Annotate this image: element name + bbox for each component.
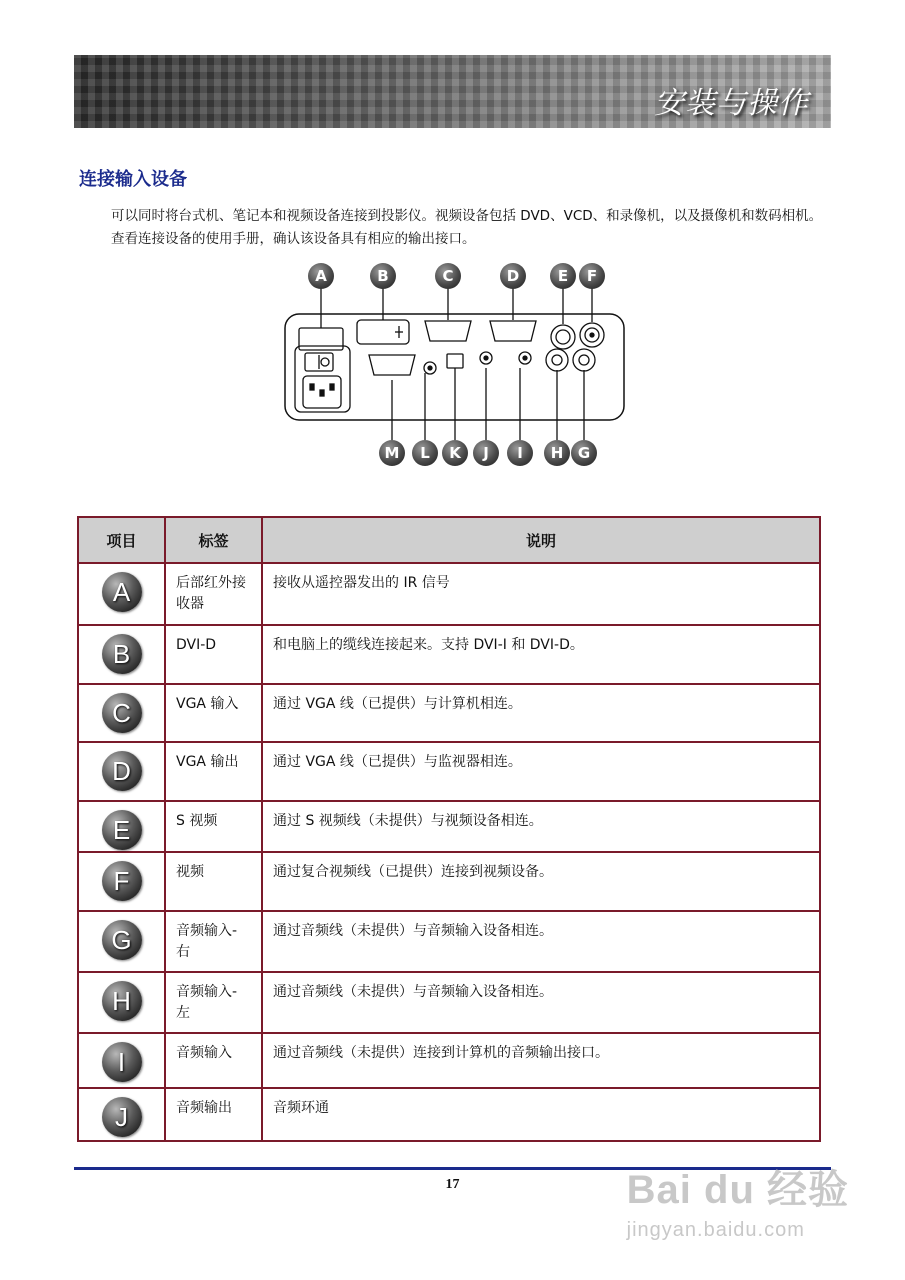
item-badge: B	[102, 634, 142, 674]
description-cell: 通过音频线（未提供）连接到计算机的音频输出接口。	[262, 1033, 820, 1088]
diagram-label-a: A	[308, 263, 334, 289]
diagram-label-l: L	[412, 440, 438, 466]
item-badge: J	[102, 1097, 142, 1137]
description-cell: 和电脑上的缆线连接起来。支持 DVI-I 和 DVI-D。	[262, 625, 820, 684]
label-cell: 视频	[165, 852, 262, 911]
intro-paragraph: 可以同时将台式机、笔记本和视频设备连接到投影仪。视频设备包括 DVD、VCD、和录像机，以及摄像机和数码相机。查看连接设备的使用手册，确认该设备具有相应的输出接口。	[111, 208, 823, 247]
description-cell: 通过 VGA 线（已提供）与监视器相连。	[262, 742, 820, 801]
chapter-header-banner	[74, 55, 831, 128]
table-row	[78, 852, 820, 911]
item-cell	[78, 625, 165, 684]
description-cell: 通过音频线（未提供）与音频输入设备相连。	[262, 911, 820, 972]
section-title: 连接输入设备	[79, 169, 187, 190]
diagram-label-m: M	[379, 440, 405, 466]
item-badge: A	[102, 572, 142, 612]
description-cell: 通过 S 视频线（未提供）与视频设备相连。	[262, 801, 820, 852]
diagram-label-b: B	[370, 263, 396, 289]
diagram-label-d: D	[500, 263, 526, 289]
table-row	[78, 563, 820, 625]
label-cell: DVI-D	[165, 625, 262, 684]
diagram-label-k: K	[442, 440, 468, 466]
table-row	[78, 1033, 820, 1088]
description-cell: 接收从遥控器发出的 IR 信号	[262, 563, 820, 625]
label-cell: 音频输出	[165, 1088, 262, 1141]
diagram-label-h: H	[544, 440, 570, 466]
item-badge: C	[102, 693, 142, 733]
description-cell: 通过音频线（未提供）与音频输入设备相连。	[262, 972, 820, 1033]
description-cell: 通过复合视频线（已提供）连接到视频设备。	[262, 852, 820, 911]
item-cell	[78, 563, 165, 625]
table-row	[78, 684, 820, 742]
item-cell	[78, 742, 165, 801]
table-row	[78, 1088, 820, 1141]
table-row	[78, 801, 820, 852]
diagram-label-c: C	[435, 263, 461, 289]
connector-panel-diagram	[279, 258, 629, 473]
diagram-label-j: J	[473, 440, 499, 466]
item-cell	[78, 852, 165, 911]
item-badge: I	[102, 1042, 142, 1082]
watermark-url: jingyan.baidu.com	[626, 1219, 805, 1241]
page-number: 17	[445, 1177, 460, 1192]
item-cell	[78, 801, 165, 852]
label-cell: 音频输入	[165, 1033, 262, 1088]
table-row	[78, 742, 820, 801]
table-row	[78, 972, 820, 1033]
label-cell: VGA 输入	[165, 684, 262, 742]
diagram-label-i: I	[507, 440, 533, 466]
item-cell	[78, 972, 165, 1033]
item-badge: F	[102, 861, 142, 901]
item-badge: E	[102, 810, 142, 850]
description-cell: 通过 VGA 线（已提供）与计算机相连。	[262, 684, 820, 742]
col-header-item: 项目	[78, 517, 165, 563]
item-cell	[78, 1033, 165, 1088]
connector-spec-table	[77, 516, 821, 1142]
label-cell: 音频输入-右	[165, 911, 262, 972]
diagram-label-g: G	[571, 440, 597, 466]
item-badge: G	[102, 920, 142, 960]
chapter-title: 安装与操作	[654, 86, 809, 121]
watermark-brand: Bai du 经验	[626, 1168, 849, 1212]
item-badge: D	[102, 751, 142, 791]
diagram-label-e: E	[550, 263, 576, 289]
baidu-watermark	[627, 1158, 849, 1242]
item-cell	[78, 1088, 165, 1141]
label-cell: 后部红外接收器	[165, 563, 262, 625]
label-cell: 音频输入-左	[165, 972, 262, 1033]
table-row	[78, 625, 820, 684]
table-row	[78, 911, 820, 972]
label-cell: S 视频	[165, 801, 262, 852]
col-header-description: 说明	[262, 517, 820, 563]
col-header-label: 标签	[165, 517, 262, 563]
description-cell: 音频环通	[262, 1088, 820, 1141]
item-badge: H	[102, 981, 142, 1021]
item-cell	[78, 684, 165, 742]
item-cell	[78, 911, 165, 972]
table-header-row	[78, 517, 820, 563]
diagram-label-f: F	[579, 263, 605, 289]
label-cell: VGA 输出	[165, 742, 262, 801]
